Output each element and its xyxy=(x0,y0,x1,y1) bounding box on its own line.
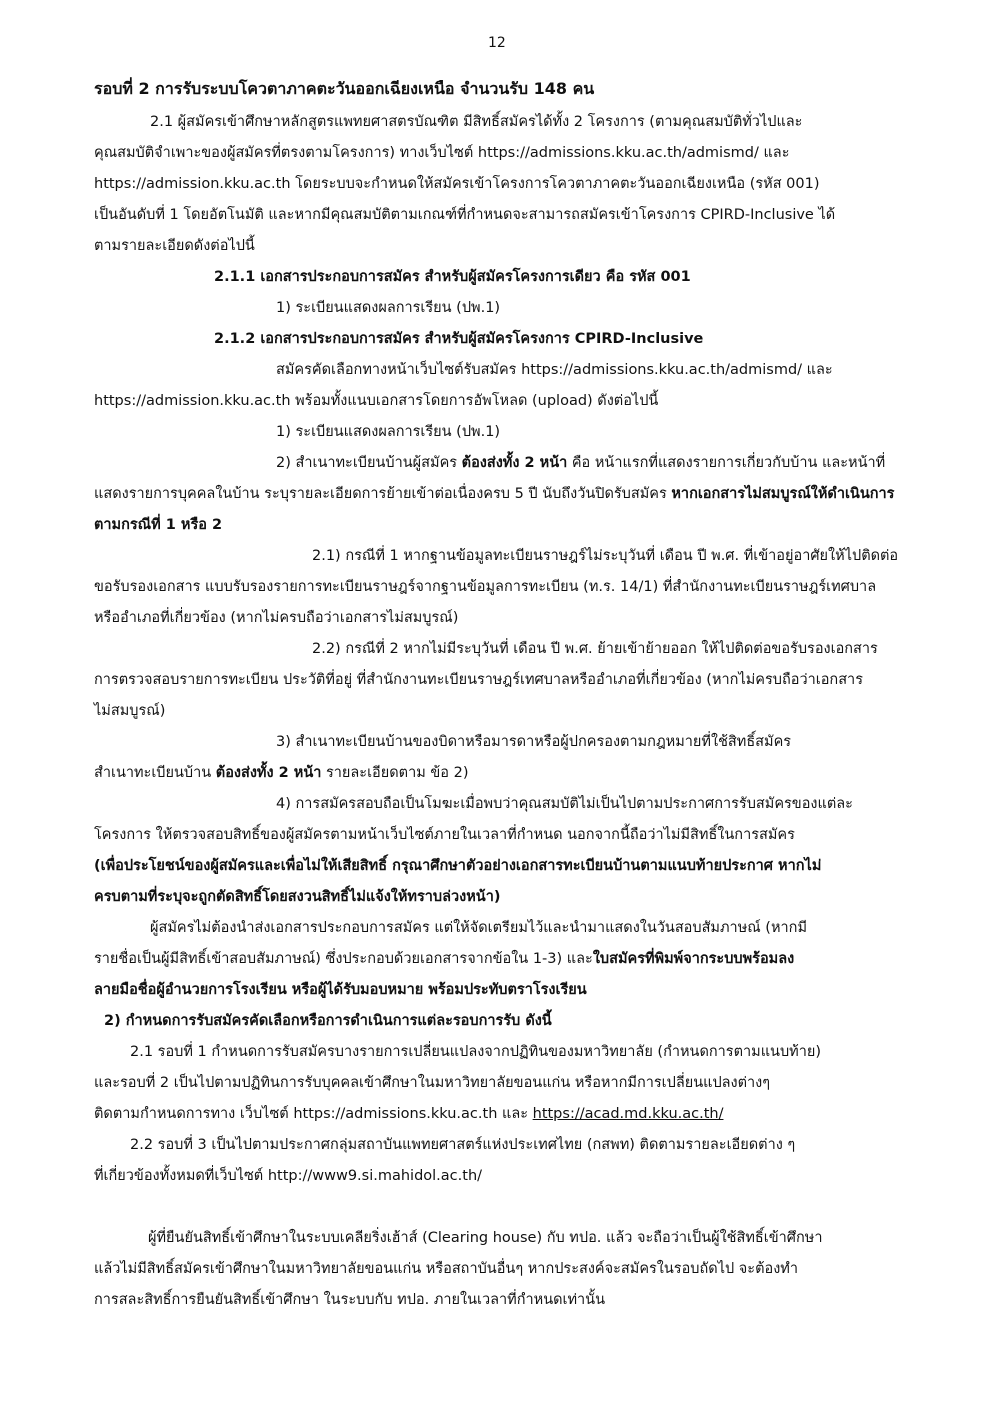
list-item-4: 4) การสมัครสอบถือเป็นโมฆะเมื่อพบว่าคุณสมบัติไม่เป็นไปตามประกาศการรับสมัครของแต่ละ xyxy=(276,796,853,812)
schedule-2-1-line: 2.1 รอบที่ 1 กำหนดการรับสมัครบางรายการเปลี่ยนแปลงจากปฏิทินของมหาวิทยาลัย (กำหนดการตามแนบท้าย) xyxy=(130,1044,822,1060)
list-item: 1) ระเบียนแสดงผลการเรียน (ปพ.1) xyxy=(276,300,501,316)
list-item-3-line xyxy=(94,758,469,788)
emphasis-text: ใบสมัครที่พิมพ์จากระบบพร้อมลง xyxy=(592,951,795,967)
text-run: 2) สำเนาทะเบียนบ้านผู้สมัคร xyxy=(276,455,462,471)
acad-link[interactable]: https://acad.md.kku.ac.th/ xyxy=(532,1106,724,1122)
page-number: 12 xyxy=(488,35,506,51)
list-item-2-line: ตามกรณีที่ 1 หรือ 2 xyxy=(94,517,223,533)
text-run: รายละเอียดตาม ข้อ 2) xyxy=(321,765,469,781)
list-item-4-line: โครงการ ให้ตรวจสอบสิทธิ์ของผู้สมัครตามหน้าเว็บไซต์ภายในเวลาที่กำหนด นอกจากนี้ถือว่าไม่มีสิทธิ์ในการสมัคร xyxy=(94,827,795,843)
text-run: ติดตามกำหนดการทาง เว็บไซต์ https://admissions.kku.ac.th และ xyxy=(94,1106,533,1122)
emphasis-text: ต้องส่งทั้ง 2 หน้า xyxy=(461,455,568,471)
schedule-2-1-line xyxy=(94,1099,723,1129)
round-2-heading: รอบที่ 2 การรับระบบโควตาภาคตะวันออกเฉียงเหนือ จำนวนรับ 148 คน xyxy=(94,79,595,98)
para-2-1-2-line: https://admission.kku.ac.th พร้อมทั้งแนบเอกสารโดยการอัพโหลด (upload) ดังต่อไปนี้ xyxy=(94,393,659,409)
list-item: 1) ระเบียนแสดงผลการเรียน (ปพ.1) xyxy=(276,424,501,440)
clearing-house-line: ผู้ที่ยืนยันสิทธิ์เข้าศึกษาในระบบเคลียริ่งเฮ้าส์ (Clearing house) กับ ทปอ. แล้ว จะถือว่าเป็นผู้ใช้สิทธิ์เข้าศึกษา xyxy=(148,1230,823,1246)
case-2-1-line: หรืออำเภอที่เกี่ยวข้อง (หากไม่ครบถือว่าเอกสารไม่สมบูรณ์) xyxy=(94,610,459,626)
emphasis-text: หากเอกสารไม่สมบูรณ์ให้ดำเนินการ xyxy=(671,486,895,502)
para-2-1-2-line: สมัครคัดเลือกทางหน้าเว็บไซต์รับสมัคร https://admissions.kku.ac.th/admismd/ และ xyxy=(276,362,833,378)
schedule-2-2-line: 2.2 รอบที่ 3 เป็นไปตามประกาศกลุ่มสถาบันแพทยศาสตร์แห่งประเทศไทย (กสพท) ติดตามรายละเอียดต่าง ๆ xyxy=(130,1137,796,1153)
schedule-2-2-line: ที่เกี่ยวข้องทั้งหมดที่เว็บไซต์ http://www9.si.mahidol.ac.th/ xyxy=(94,1168,483,1184)
para-2-1-line: https://admission.kku.ac.th โดยระบบจะกำหนดให้สมัครเข้าโครงการโควตาภาคตะวันออกเฉียงเหนือ (รหัส 001) xyxy=(94,176,820,192)
list-item-3: 3) สำเนาทะเบียนบ้านของบิดาหรือมารดาหรือผู้ปกครองตามกฎหมายที่ใช้สิทธิ์สมัคร xyxy=(276,734,792,750)
note-line xyxy=(94,944,794,974)
section-2-1-1-heading: 2.1.1 เอกสารประกอบการสมัคร สำหรับผู้สมัครโครงการเดียว คือ รหัส 001 xyxy=(214,269,691,285)
case-2-2-line: ไม่สมบูรณ์) xyxy=(94,703,166,719)
text-run: แสดงรายการบุคคลในบ้าน ระบุรายละเอียดการย้ายเข้าต่อเนื่องครบ 5 ปี นับถึงวันปิดรับสมัคร xyxy=(94,486,672,502)
clearing-house-line: แล้วไม่มีสิทธิ์สมัครเข้าศึกษาในมหาวิทยาลัยขอนแก่น หรือสถาบันอื่นๆ หากประสงค์จะสมัครในรอบถัดไป จะต้องทำ xyxy=(94,1261,798,1277)
note-line: ผู้สมัครไม่ต้องนำส่งเอกสารประกอบการสมัคร แต่ให้จัดเตรียมไว้และนำมาแสดงในวันสอบสัมภาษณ์ (หากมี xyxy=(150,920,808,936)
section-2-heading: 2) กำหนดการรับสมัครคัดเลือกหรือการดำเนินการแต่ละรอบการรับ ดังนี้ xyxy=(104,1013,552,1029)
para-2-1-line: ตามรายละเอียดดังต่อไปนี้ xyxy=(94,238,255,254)
para-2-1-line: คุณสมบัติจำเพาะของผู้สมัครที่ตรงตามโครงการ) ทางเว็บไซต์ https://admissions.kku.ac.th/admismd/ และ xyxy=(94,145,790,161)
warning-line: (เพื่อประโยชน์ของผู้สมัครและเพื่อไม่ให้เสียสิทธิ์ กรุณาศึกษาตัวอย่างเอกสารทะเบียนบ้านตามแนบท้ายประกาศ หากไม่ xyxy=(94,858,822,874)
case-2-1-line: 2.1) กรณีที่ 1 หากฐานข้อมูลทะเบียนราษฎร์ไม่ระบุวันที่ เดือน ปี พ.ศ. ที่เข้าอยู่อาศัยให้ไปติดต่อ xyxy=(312,548,899,564)
case-2-1-line: ขอรับรองเอกสาร แบบรับรองรายการทะเบียนราษฎร์จากฐานข้อมูลการทะเบียน (ท.ร. 14/1) ที่สำนักงานทะเบียนราษฎร์เทศบาล xyxy=(94,579,877,595)
text-run: สำเนาทะเบียนบ้าน xyxy=(94,765,216,781)
case-2-2-line: การตรวจสอบรายการทะเบียน ประวัติที่อยู่ ที่สำนักงานทะเบียนราษฎร์เทศบาลหรืออำเภอที่เกี่ยวข้อง (หากไม่ครบถือว่าเอกสาร xyxy=(94,672,863,688)
emphasis-text: ต้องส่งทั้ง 2 หน้า xyxy=(215,765,322,781)
case-2-2-line: 2.2) กรณีที่ 2 หากไม่มีระบุวันที่ เดือน ปี พ.ศ. ย้ายเข้าย้ายออก ให้ไปติดต่อขอรับรองเอกสาร xyxy=(312,641,878,657)
para-2-1-line: 2.1 ผู้สมัครเข้าศึกษาหลักสูตรแพทยศาสตรบัณฑิต มีสิทธิ์สมัครได้ทั้ง 2 โครงการ (ตามคุณสมบัติทั่วไปและ xyxy=(150,114,803,130)
clearing-house-line: การสละสิทธิ์การยืนยันสิทธิ์เข้าศึกษา ในระบบกับ ทปอ. ภายในเวลาที่กำหนดเท่านั้น xyxy=(94,1292,605,1308)
text-run: รายชื่อเป็นผู้มีสิทธิ์เข้าสอบสัมภาษณ์) ซึ่งประกอบด้วยเอกสารจากข้อใน 1-3) และ xyxy=(94,951,593,967)
warning-line: ครบตามที่ระบุจะถูกตัดสิทธิ์โดยสงวนสิทธิ์ไม่แจ้งให้ทราบล่วงหน้า) xyxy=(94,889,501,905)
para-2-1-line: เป็นอันดับที่ 1 โดยอัตโนมัติ และหากมีคุณสมบัติตามเกณฑ์ที่กำหนดจะสามารถสมัครเข้าโครงการ CPIRD-Inclusive ได้ xyxy=(94,207,836,223)
note-line: ลายมือชื่อผู้อำนวยการโรงเรียน หรือผู้ได้รับมอบหมาย พร้อมประทับตราโรงเรียน xyxy=(94,982,587,998)
list-item-2 xyxy=(276,448,885,478)
schedule-2-1-line: และรอบที่ 2 เป็นไปตามปฏิทินการรับบุคคลเข้าศึกษาในมหาวิทยาลัยขอนแก่น หรือหากมีการเปลี่ยนแปลงต่างๆ xyxy=(94,1075,771,1091)
list-item-2-line xyxy=(94,479,894,509)
section-2-1-2-heading: 2.1.2 เอกสารประกอบการสมัคร สำหรับผู้สมัครโครงการ CPIRD-Inclusive xyxy=(214,331,704,347)
text-run: คือ หน้าแรกที่แสดงรายการเกี่ยวกับบ้าน และหน้าที่ xyxy=(567,455,886,471)
